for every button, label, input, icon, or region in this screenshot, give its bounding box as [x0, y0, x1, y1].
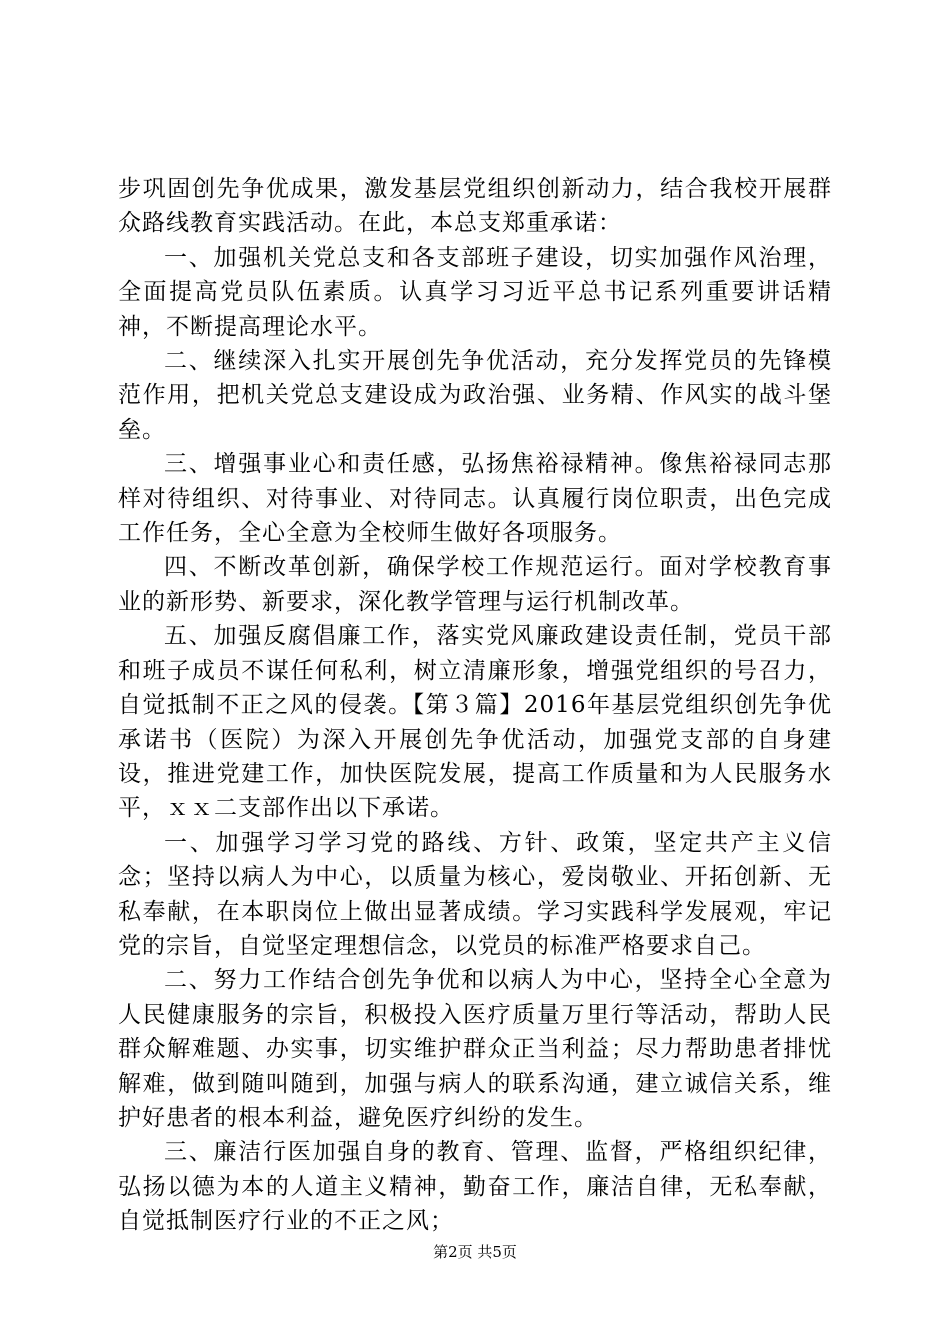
document-body [118, 172, 832, 1239]
paragraph-hospital-3: 三、廉洁行医加强自身的教育、管理、监督，严格组织纪律，弘扬以德为本的人道主义精神，勤奋工作，廉洁自律，无私奉献，自觉抵制医疗行业的不正之风； [118, 1139, 832, 1235]
paragraph-commitment-2: 二、继续深入扎实开展创先争优活动，充分发挥党员的先锋模范作用，把机关党总支建设成为政治强、业务精、作风实的战斗堡垒。 [118, 348, 832, 443]
paragraph-commitment-3: 三、增强事业心和责任感，弘扬焦裕禄精神。像焦裕禄同志那样对待组织、对待事业、对待同志。认真履行岗位职责，出色完成工作任务，全心全意为全校师生做好各项服务。 [118, 451, 832, 547]
page-number-label: 第2页 共5页 [433, 1243, 517, 1261]
paragraph-hospital-2: 二、努力工作结合创先争优和以病人为中心，坚持全心全意为人民健康服务的宗旨，积极投入医疗质量万里行等活动，帮助人民群众解难题、办实事，切实维护群众正当利益；尽力帮助患者排忧解难，做到随叫随到，加强与病人的联系沟通，建立诚信关系，维护好患者的根本利益，避免医疗纠纷的发生。 [118, 967, 832, 1131]
paragraph-commitment-4: 四、不断改革创新，确保学校工作规范运行。面对学校教育事业的新形势、新要求，深化教学管理与运行机制改革。 [118, 554, 832, 615]
page-footer [0, 1242, 950, 1262]
paragraph-continuation: 步巩固创先争优成果，激发基层党组织创新动力，结合我校开展群众路线教育实践活动。在此，本总支郑重承诺： [118, 176, 832, 237]
paragraph-commitment-5: 五、加强反腐倡廉工作，落实党风廉政建设责任制，党员干部和班子成员不谋任何私利，树立清廉形象，增强党组织的号召力，自觉抵制不正之风的侵袭。【第３篇】2016年基层党组织创先争优承诺书（医院）为深入开展创先争优活动，加强党支部的自身建设，推进党建工作，加快医院发展，提高工作质量和为人民服务水平，ｘｘ二支部作出以下承诺。 [118, 623, 832, 822]
paragraph-commitment-1: 一、加强机关党总支和各支部班子建设，切实加强作风治理，全面提高党员队伍素质。认真学习习近平总书记系列重要讲话精神，不断提高理论水平。 [118, 244, 832, 340]
paragraph-hospital-1: 一、加强学习学习党的路线、方针、政策，坚定共产主义信念；坚持以病人为中心，以质量为核心，爱岗敬业、开拓创新、无私奉献，在本职岗位上做出显著成绩。学习实践科学发展观，牢记党的宗旨，自觉坚定理想信念，以党员的标准严格要求自己。 [118, 829, 832, 959]
